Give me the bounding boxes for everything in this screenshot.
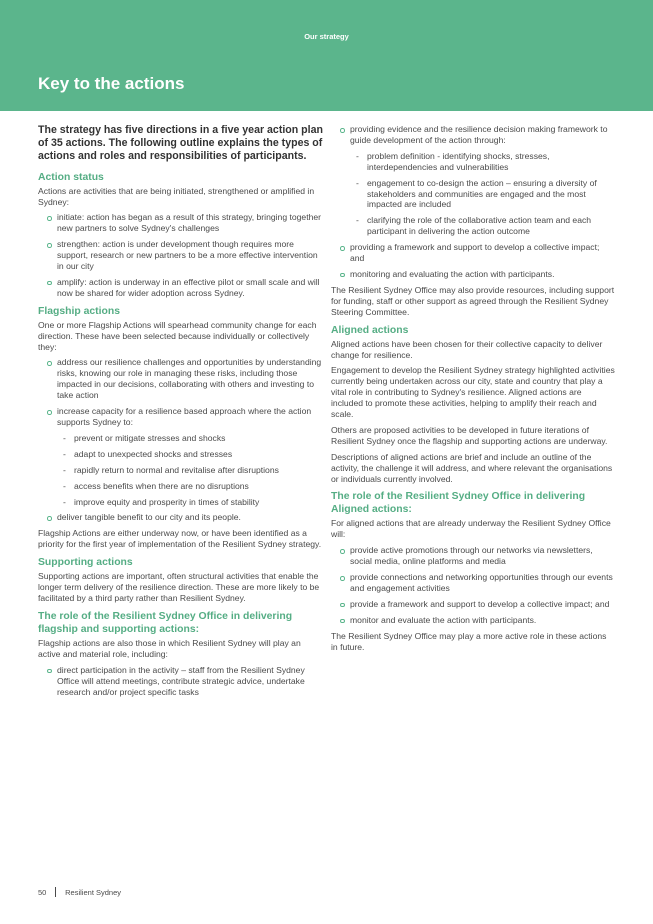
role-aligned-heading: The role of the Resilient Sydney Office in delivering Aligned actions:	[331, 491, 586, 516]
page-title: Key to the actions	[38, 74, 185, 93]
header-band	[0, 0, 653, 111]
flagship-heading: Flagship actions	[38, 305, 120, 317]
resources-para: The Resilient Sydney Office may also provide resources, including support for funding, staff or other support as agreed through the Resilient Sydney Steering Committee.	[331, 284, 615, 317]
role-aligned-list	[331, 545, 615, 625]
role-flagship-list	[38, 665, 323, 698]
sublist-item: - clarifying the role of the collaborative action team and each participant in delivering the action outcome	[350, 215, 615, 237]
list-item: provide a framework and support to develop a collective impact; and	[331, 599, 615, 610]
sublist-item: - adapt to unexpected shocks and stresses	[57, 449, 323, 460]
page-footer	[38, 887, 121, 897]
section-label: Our strategy	[304, 32, 349, 41]
list-item: monitor and evaluate the action with participants.	[331, 615, 615, 626]
list-item: providing a framework and support to develop a collective impact; and	[331, 242, 615, 264]
list-item-text: increase capacity for a resilience based approach where the action supports Sydney to:	[57, 406, 312, 428]
aligned-para-1: Aligned actions have been chosen for their collective capacity to deliver change for resilience.	[331, 338, 603, 360]
sublist-item: - access benefits when there are no disruptions	[57, 481, 323, 492]
sublist-item: - engagement to co-design the action – ensuring a diversity of stakeholders and communities are engaged and the most impacted are included	[350, 178, 615, 211]
list-item: strengthen: action is under development though requires more support, research or new partners to be a more effective intervention in our city	[38, 239, 323, 272]
list-item: monitoring and evaluating the action with participants.	[331, 269, 615, 280]
aligned-para-4: Descriptions of aligned actions are brief and include an outline of the activity, the challenge it will address, and where relevant the organisations or individuals currently involved.	[331, 451, 613, 484]
action-status-heading: Action status	[38, 171, 104, 183]
flagship-list	[38, 357, 323, 523]
intro-text: The strategy has five directions in a five year action plan of 35 actions. The following outline explains the types of actions and roles and responsibilities of participants.	[38, 124, 323, 163]
list-item: provide active promotions through our networks via newsletters, social media, online platforms and media	[331, 545, 615, 567]
list-item	[38, 406, 323, 507]
supporting-heading: Supporting actions	[38, 557, 133, 569]
evidence-sublist	[350, 151, 615, 237]
sublist-item: - improve equity and prosperity in times of stability	[57, 497, 323, 508]
sublist-item: - prevent or mitigate stresses and shocks	[57, 433, 323, 444]
right-column	[331, 124, 615, 658]
action-status-para: Actions are activities that are being initiated, strengthened or amplified in Sydney:	[38, 185, 315, 207]
aligned-heading: Aligned actions	[331, 324, 409, 336]
supporting-para: Supporting actions are important, often structural activities that enable the longer term delivery of the resilience direction. These are more likely to be facilitated by a third party rather than Resilient Sydney.	[38, 571, 320, 603]
list-item-text: providing evidence and the resilience decision making framework to guide development of the action through:	[350, 124, 608, 145]
aligned-para-2: Engagement to develop the Resilient Sydney strategy highlighted activities currently being undertaken across our city, state and country that play a vital role in contributing to Sydney's resilience. Aligned actions are included to promote these activities, helping to amplify their reach and scale.	[331, 365, 615, 420]
list-item	[331, 124, 615, 237]
role-aligned-para-2: The Resilient Sydney Office may play a more active role in these actions in future.	[331, 630, 607, 652]
sublist-item: - problem definition - identifying shocks, stresses, interdependencies and vulnerabilities	[350, 151, 615, 173]
role-flagship-heading: The role of the Resilient Sydney Office in delivering flagship and supporting actions:	[38, 610, 293, 635]
flagship-sublist	[57, 433, 323, 508]
list-item: initiate: action has began as a result of this strategy, bringing together new partners to solve Sydney's challenges	[38, 212, 323, 234]
list-item: direct participation in the activity – staff from the Resilient Sydney Office will attend meetings, contribute strategic advice, undertake research and/or project specific tasks	[38, 665, 323, 698]
list-item: address our resilience challenges and opportunities by understanding risks, knowing our role in managing these risks, including those impacted in our decisions, collaborating with others and investing to take action	[38, 357, 323, 401]
publication-name: Resilient Sydney	[65, 887, 122, 897]
role-flagship-list-continued	[331, 124, 615, 280]
page-number: 50	[38, 887, 47, 897]
footer-divider	[55, 887, 56, 897]
action-status-list	[38, 212, 323, 298]
flagship-para-2: Flagship Actions are either underway now, or have been identified as a priority for the first year of implementation of the Resilient Sydney strategy.	[38, 528, 322, 550]
list-item: deliver tangible benefit to our city and its people.	[38, 512, 323, 523]
aligned-para-3: Others are proposed activities to be developed in future iterations of Resilient Sydney once the flagship and supporting actions are underway.	[331, 424, 608, 446]
list-item: amplify: action is underway in an effective pilot or small scale and will now be shared for wider adoption across Sydney.	[38, 277, 323, 299]
flagship-para: One or more Flagship Actions will spearhead community change for each direction. These have been selected because individually or collectively they:	[38, 319, 317, 352]
sublist-item: - rapidly return to normal and revitalise after disruptions	[57, 465, 323, 476]
list-item: provide connections and networking opportunities through our events and engagement activities	[331, 572, 615, 594]
role-aligned-para: For aligned actions that are already underway the Resilient Sydney Office will:	[331, 518, 611, 540]
left-column	[38, 124, 323, 702]
role-flagship-para: Flagship actions are also those in which Resilient Sydney will play an active and material role, including:	[38, 637, 301, 659]
